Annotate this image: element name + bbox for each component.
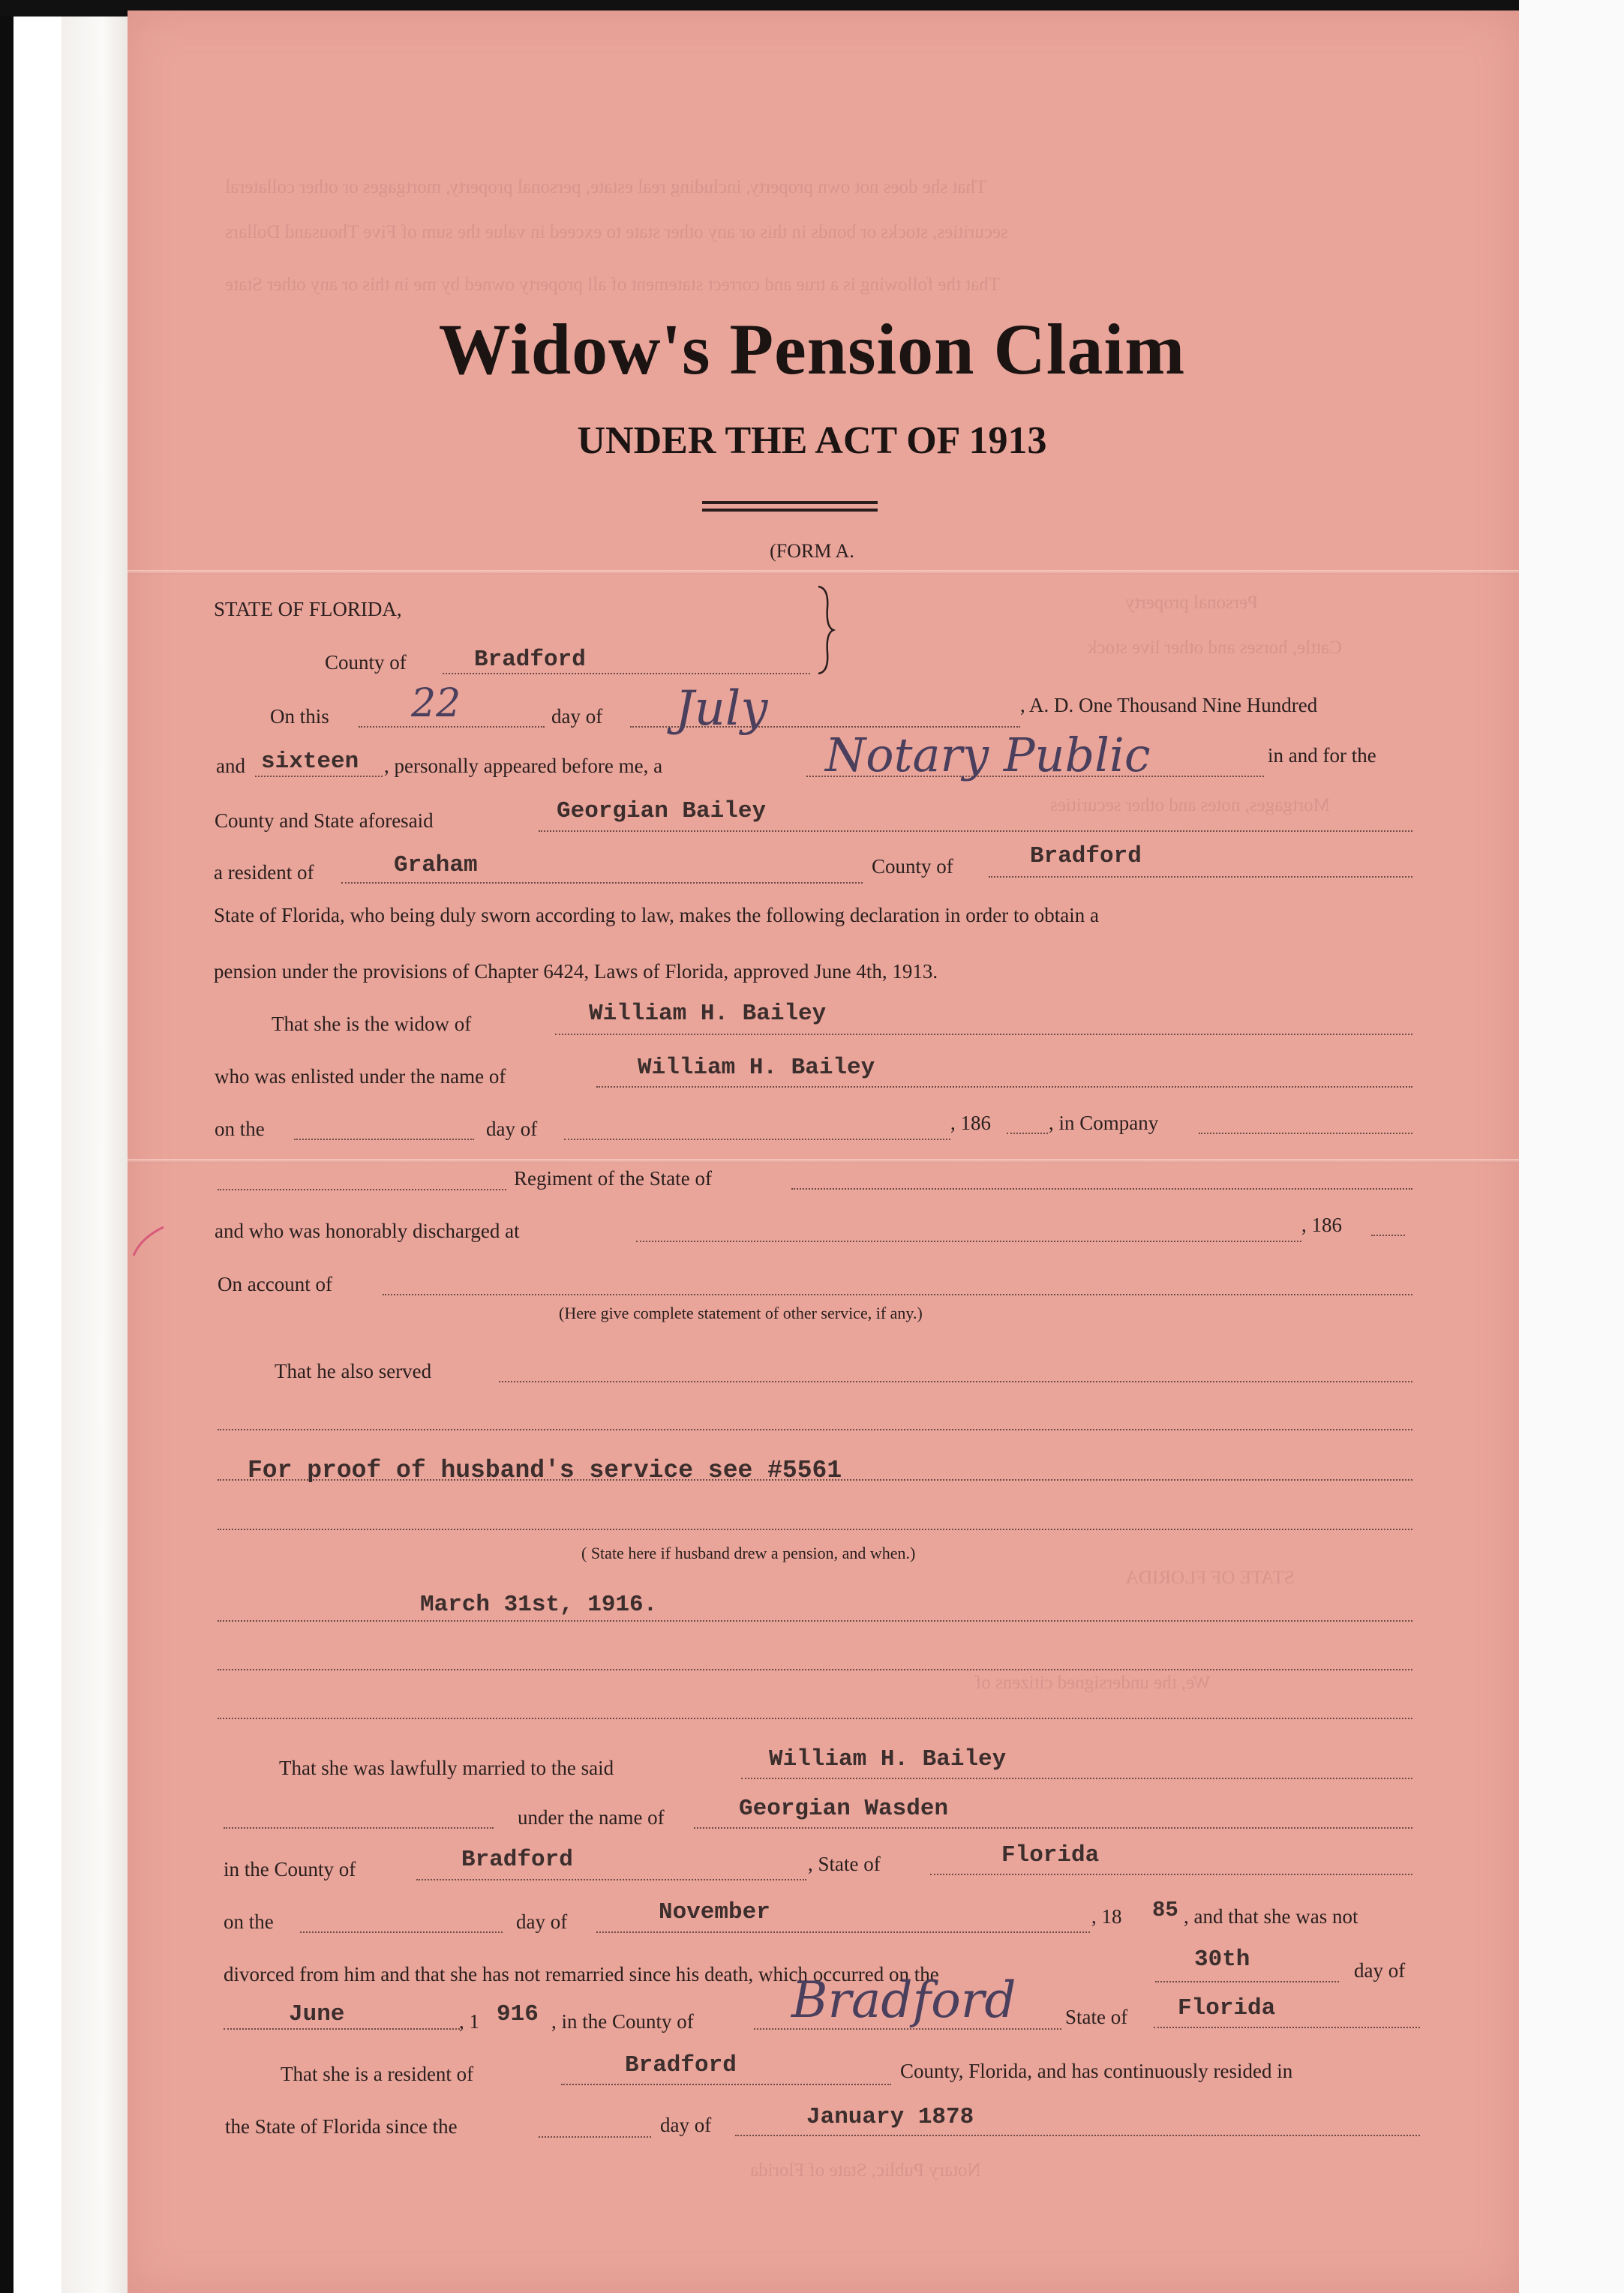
since-date-value: January 1878: [806, 2104, 974, 2130]
county-of-label: , in the County of: [551, 2010, 694, 2033]
county-prefix: County of: [325, 651, 407, 674]
paper-fold-line: [128, 570, 1519, 575]
discharged-186-label: , 186: [1301, 1214, 1342, 1236]
death-month-value: June: [289, 2001, 345, 2027]
brace-icon: [814, 585, 836, 675]
year-line: [255, 776, 383, 777]
marriage-state-value: Florida: [1001, 1842, 1100, 1868]
also-served-label: That he also served: [275, 1360, 432, 1382]
resident-town-value: Graham: [394, 852, 478, 878]
death-year-value: 916: [497, 2001, 539, 2027]
day-of-label: day of: [551, 705, 603, 728]
bleed-through-text: STATE OF FLORIDA: [1125, 1568, 1295, 1588]
enlisted-name-value: William H. Bailey: [638, 1055, 875, 1081]
bleed-through-text: That she does not own property, including real estate, personal property, mortgages or other collateral: [225, 177, 987, 197]
not-label: , and that she was not: [1184, 1905, 1358, 1928]
county-line: [443, 673, 810, 674]
form-title: Widow's Pension Claim: [438, 309, 1186, 389]
resident-county-line: [989, 876, 1412, 878]
resident-of-label: That she is a resident of: [281, 2063, 474, 2085]
death-state-value: Florida: [1178, 1995, 1276, 2021]
husband-name-value: William H. Bailey: [589, 1001, 827, 1027]
maiden-name-value: Georgian Wasden: [739, 1796, 949, 1822]
title-rule: [702, 501, 878, 504]
oath-day-value: 22: [411, 681, 461, 726]
bleed-through-text: securities, stocks or bonds in this or any other state to exceed in value the sum of Five Thousand Dollars: [225, 222, 1008, 242]
appeared-label: , personally appeared before me, a: [384, 755, 663, 777]
account-line: [383, 1294, 1412, 1295]
ad-label: , A. D. One Thousand Nine Hundred: [1020, 694, 1318, 716]
bleed-through-text: Mortgages, notes and other securities: [1050, 795, 1330, 815]
marriage-county-line: [416, 1879, 806, 1880]
discharged-line: [636, 1241, 1301, 1242]
husband-line: [555, 1034, 1412, 1035]
death-county-value: Bradford: [791, 1971, 1016, 2029]
county-state-label: County and State aforesaid: [215, 809, 434, 832]
widow-of-label: That she is the widow of: [272, 1013, 472, 1035]
declaration-line-1: State of Florida, who being duly sworn according to law, makes the following declaration in order to obtain a: [214, 904, 1099, 926]
death-month-line: [224, 2028, 460, 2030]
maiden-line: [694, 1827, 1412, 1829]
day-of-label: day of: [516, 1910, 568, 1933]
title-rule: [702, 509, 878, 512]
other-service-note: (Here give complete statement of other service, if any.): [559, 1304, 923, 1322]
service-proof-value: For proof of husband's service see #5561: [248, 1457, 842, 1484]
regiment-state-line: [791, 1188, 1412, 1190]
year-186-label: , 186: [950, 1112, 991, 1134]
account-label: On account of: [218, 1273, 332, 1295]
venue-county-value: Bradford: [474, 647, 586, 673]
also-served-line: [499, 1381, 1412, 1382]
under-name-label: under the name of: [518, 1806, 665, 1829]
marriage-year-value: 85: [1152, 1898, 1178, 1922]
bleed-through-text: Notary Public, State of Florida: [750, 2160, 981, 2180]
since-day-of-label: day of: [660, 2114, 712, 2136]
death-day-line: [1155, 1981, 1339, 1982]
company-line: [1199, 1133, 1412, 1134]
service-blank-line: [218, 1429, 1412, 1430]
resident-county-value: Bradford: [1030, 843, 1142, 869]
bleed-through-text: That the following is a true and correct statement of all property owned by me in this or any other State: [225, 275, 1001, 295]
day-of-end-label: day of: [1354, 1959, 1406, 1982]
marriage-county-value: Bradford: [461, 1847, 573, 1873]
bleed-through-text: We, the undersigned citizens of: [975, 1673, 1211, 1693]
day-of-label: day of: [486, 1118, 538, 1140]
year-prefix-label: , 18: [1091, 1905, 1122, 1928]
officer-value: Notary Public: [825, 728, 1151, 782]
regiment-line: [218, 1189, 506, 1190]
regiment-label: Regiment of the State of: [514, 1167, 712, 1190]
state-of-label: State of: [1065, 2006, 1128, 2028]
form-subtitle: UNDER THE ACT OF 1913: [577, 419, 1047, 462]
on-the-label: on the: [224, 1910, 274, 1933]
on-this-label: On this: [270, 705, 329, 728]
service-blank-line: [218, 1529, 1412, 1530]
on-the-label: on the: [215, 1118, 265, 1140]
current-county-line: [561, 2084, 891, 2085]
claimant-line: [539, 830, 1412, 832]
marriage-month-line: [596, 1931, 1090, 1933]
county-florida-label: County, Florida, and has continuously resided in: [900, 2060, 1293, 2082]
current-county-value: Bradford: [625, 2052, 737, 2078]
since-date-line: [735, 2135, 1420, 2136]
marriage-month-value: November: [659, 1899, 770, 1925]
declaration-line-2: pension under the provisions of Chapter 6424, Laws of Florida, approved June 4th, 1913.: [214, 960, 938, 983]
day-line: [359, 726, 545, 728]
pension-line: [218, 1620, 1412, 1622]
discharged-year-line: [1371, 1235, 1405, 1236]
under-name-blank-line: [224, 1827, 494, 1829]
since-label: the State of Florida since the: [225, 2115, 458, 2138]
enlisted-label: who was enlisted under the name of: [215, 1065, 506, 1088]
pension-date-value: March 31st, 1916.: [420, 1592, 658, 1618]
pencil-mark-icon: [126, 1223, 171, 1260]
in-company-label: , in Company: [1049, 1112, 1159, 1134]
pension-blank-line: [218, 1669, 1412, 1670]
pension-note: ( State here if husband drew a pension, and when.): [581, 1544, 916, 1562]
paper-fold-line: [128, 1159, 1519, 1163]
married-label: That she was lawfully married to the said: [279, 1757, 614, 1779]
since-day-line: [539, 2136, 651, 2138]
bleed-through-text: Cattle, horses and other live stock: [1088, 638, 1342, 658]
in-county-label: in the County of: [224, 1858, 356, 1880]
enlist-year-line: [1007, 1133, 1048, 1134]
oath-year-value: sixteen: [261, 749, 359, 775]
marriage-day-line: [300, 1931, 503, 1933]
death-state-line: [1154, 2027, 1420, 2028]
enlist-day-line: [294, 1139, 474, 1140]
resident-line: [341, 882, 863, 884]
state-label: STATE OF FLORIDA,: [214, 598, 402, 620]
divorced-label: divorced from him and that she has not remarried since his death, which occurred on the: [224, 1963, 939, 1985]
discharged-label: and who was honorably discharged at: [215, 1220, 520, 1242]
married-to-value: William H. Bailey: [769, 1746, 1007, 1772]
year-comma-label: , 1: [459, 2010, 479, 2033]
state-of-label: , State of: [808, 1853, 881, 1875]
enlisted-line: [596, 1086, 1412, 1088]
marriage-state-line: [930, 1874, 1412, 1875]
in-and-for-label: in and for the: [1268, 744, 1376, 767]
form-label: (FORM A.: [770, 540, 854, 562]
claimant-value: Georgian Bailey: [557, 798, 767, 824]
pension-blank-line: [218, 1718, 1412, 1719]
death-day-value: 30th: [1194, 1946, 1250, 1973]
and-label: and: [216, 755, 245, 777]
oath-month-value: July: [675, 681, 768, 737]
married-to-line: [741, 1778, 1412, 1779]
resident-label: a resident of: [214, 861, 314, 884]
enlist-month-line: [564, 1139, 950, 1140]
bleed-through-text: Personal property: [1125, 593, 1259, 613]
county-of-label: County of: [872, 855, 953, 878]
